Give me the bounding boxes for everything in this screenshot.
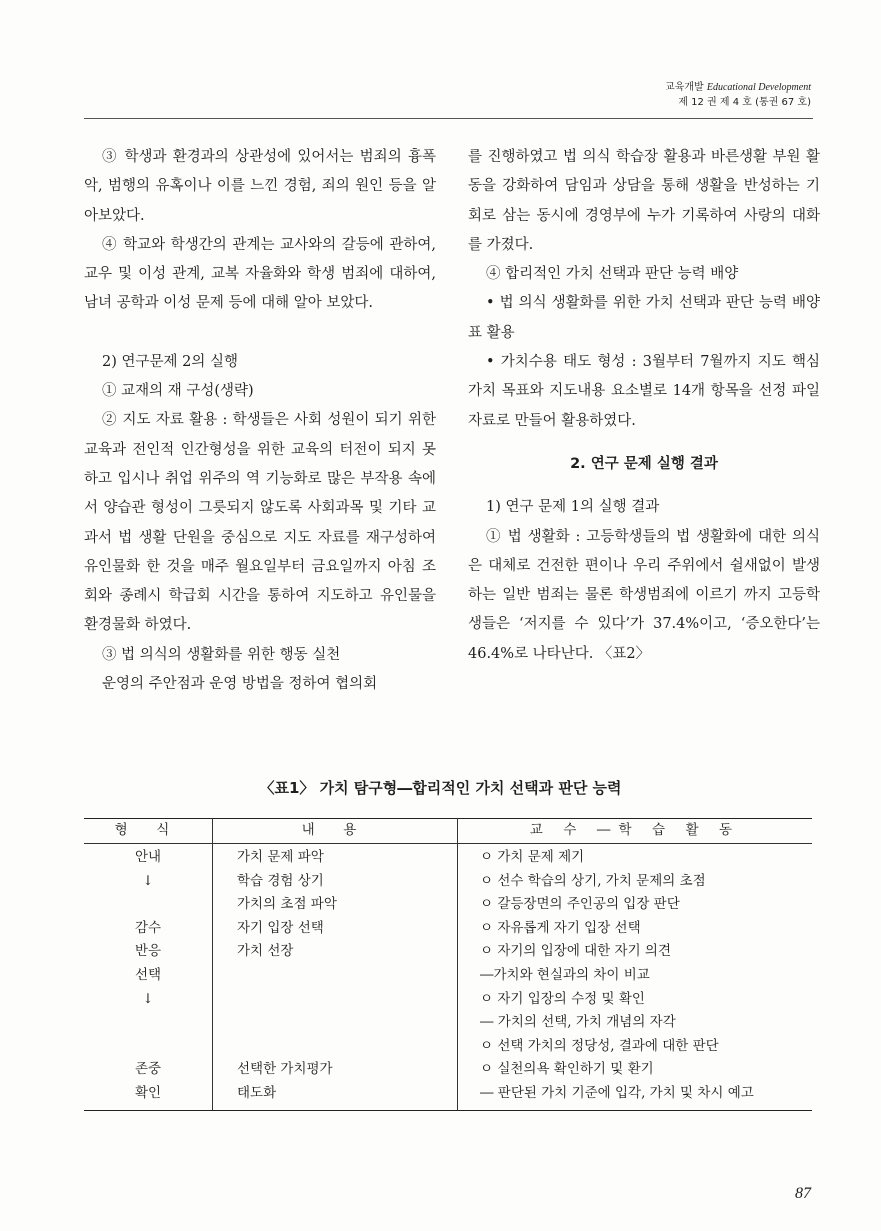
table-cell-line: 가치의 초점 파악	[237, 896, 337, 913]
paragraph: ② 지도 자료 활용 : 학생들은 사회 성원이 되기 위한 교육과 전인적 인간형성을 위한 교육의 터전이 되지 못하고 입시나 취업 위주의 역 기능화로 많은 부작용 속에서 양습관 형성이 그릇되지 않도록 사회과목 및 기타 교과서 법 생활 단원을 중심으로 지도 자료를 재구성하여 유인물화 한 것을 매주 월요일부터 금요일까지 아침 조회와 종례시 학급회 시간을 통하여 지도하고 유인물을 환경물화 하였다.	[84, 412, 436, 634]
table-cell-line: 감수	[134, 919, 162, 936]
table-cell-line: 안내	[134, 849, 162, 865]
content-cell	[213, 844, 458, 1111]
paragraph: 운영의 주안점과 운영 방법을 정하여 협의회	[102, 676, 378, 693]
journal-title-ko: 교육개발	[665, 82, 704, 93]
table-cell-line: ㅇ 자유롭게 자기 입장 선택	[480, 919, 641, 936]
table-cell-line: ↓	[142, 990, 154, 1007]
right-column	[468, 143, 820, 669]
table-cell-line: 선택한 가치평가	[237, 1061, 333, 1078]
table-cell-line	[237, 1011, 457, 1035]
section-heading: 2. 연구 문제 실행 결과	[570, 455, 718, 472]
running-head	[665, 80, 811, 110]
table-cell-line: ↓	[142, 872, 154, 889]
table-caption: 〈표1〉 가치 탐구형―합리적인 가치 선택과 판단 능력	[259, 779, 622, 797]
table-cell-line: ㅇ 자기 입장의 수정 및 확인	[480, 990, 645, 1007]
paragraph: 1) 연구 문제 1의 실행 결과	[486, 499, 660, 516]
table-cell-line: ㅇ 자기의 입장에 대한 자기 의견	[480, 943, 671, 960]
format-cell	[84, 844, 213, 1111]
journal-title	[665, 80, 811, 95]
table-cell-line: 태도화	[237, 1084, 277, 1101]
paragraph: ① 교재의 재 구성(생략)	[102, 383, 254, 400]
table-cell-line: 존중	[134, 1061, 162, 1078]
header-format: 형 식	[84, 819, 213, 844]
paragraph: • 가치수용 태도 형성 : 3월부터 7월까지 지도 핵심가치 목표와 지도내용 요소별로 14개 항목을 선정 파일 자료로 만들어 활용하였다.	[468, 354, 820, 429]
table-cell-line: 반응	[134, 943, 162, 960]
table-cell-line	[237, 1035, 457, 1059]
table-cell-line	[84, 1035, 212, 1059]
left-column	[84, 143, 436, 699]
header-activities: 교 수 ―학 습 활 동	[458, 819, 813, 844]
table-cell-line: ―가치와 현실과의 차이 비교	[480, 966, 650, 983]
paragraph: ④ 학교와 학생간의 관계는 교사와의 갈등에 관하여, 교우 및 이성 관계, 교복 자율화와 학생 범죄에 대하여, 남녀 공학과 이성 문제 등에 대해 알아 보았다.	[84, 236, 436, 312]
paragraph-gap	[84, 319, 436, 348]
table-cell-line: 가치 문제 파악	[237, 849, 324, 865]
issue-info: 제 12 권 제 4 호 (통권 67 호)	[678, 97, 811, 108]
table-cell-line	[84, 1011, 212, 1035]
table-cell-line: 가치 선장	[237, 943, 294, 960]
table-cell-line: ㅇ 가치 문제 제기	[480, 849, 585, 865]
page-number: 87	[795, 1185, 811, 1202]
paragraph: 2) 연구문제 2의 실행	[102, 353, 238, 370]
table-cell-line	[84, 893, 212, 917]
paragraph: ③ 법 의식의 생활화를 위한 행동 실천	[102, 646, 341, 663]
table-cell-line: ㅇ 갈등장면의 주인공의 입장 판단	[480, 896, 680, 913]
table-cell-line: ㅇ 선택 가치의 정당성, 결과에 대한 판단	[480, 1037, 719, 1054]
table-cell-line: ㅇ 선수 학습의 상기, 가치 문제의 초점	[480, 872, 706, 889]
table-cell-line: ― 가치의 선택, 가치 개념의 자각	[480, 1014, 676, 1031]
table-cell-line	[237, 988, 457, 1012]
table-cell-line: 선택	[134, 966, 162, 983]
paragraph: • 법 의식 생활화를 위한 가치 선택과 판단 능력 배양표 활용	[468, 295, 820, 341]
paragraph: ④ 합리적인 가치 선택과 판단 능력 배양	[486, 266, 739, 283]
table-cell-line: 확인	[134, 1084, 162, 1101]
table-body-row	[84, 844, 812, 1111]
activities-cell	[458, 844, 813, 1111]
journal-title-en: Educational Development	[706, 82, 811, 93]
table-cell-line: 자기 입장 선택	[237, 919, 324, 936]
paragraph: ③ 학생과 환경과의 상관성에 있어서는 범죄의 흉폭악, 범행의 유혹이나 이를 느낀 경험, 죄의 원인 등을 알아보았다.	[84, 149, 436, 224]
value-inquiry-table	[84, 818, 812, 1111]
table-cell-line	[237, 964, 457, 988]
header-rule	[84, 118, 813, 119]
table-cell-line: 학습 경험 상기	[237, 872, 324, 889]
paragraph: 를 진행하였고 법 의식 학습장 활용과 바른생활 부원 활동을 강화하여 담임과 상담을 통해 생활을 반성하는 기회로 삼는 동시에 경영부에 누가 기록하여 사랑의 대화를 가졌다.	[468, 149, 820, 253]
table-cell-line: ― 판단된 가치 기준에 입각, 가치 및 차시 예고	[480, 1084, 754, 1101]
paragraph: ① 법 생활화 : 고등학생들의 법 생활화에 대한 의식은 대체로 건전한 편이나 우리 주위에서 쉴새없이 발생하는 일반 범죄는 물론 학생범죄에 이르기 까지 고등학생들은 ‘저지를 수 있다’가 37.4%이고, ‘증오한다’는 46.4%로 나타난다. 〈표2〉	[468, 528, 820, 662]
table-header-row	[84, 819, 812, 844]
header-content: 내 용	[213, 819, 458, 844]
table-cell-line: ㅇ 실천의욕 확인하기 및 환기	[480, 1061, 654, 1078]
